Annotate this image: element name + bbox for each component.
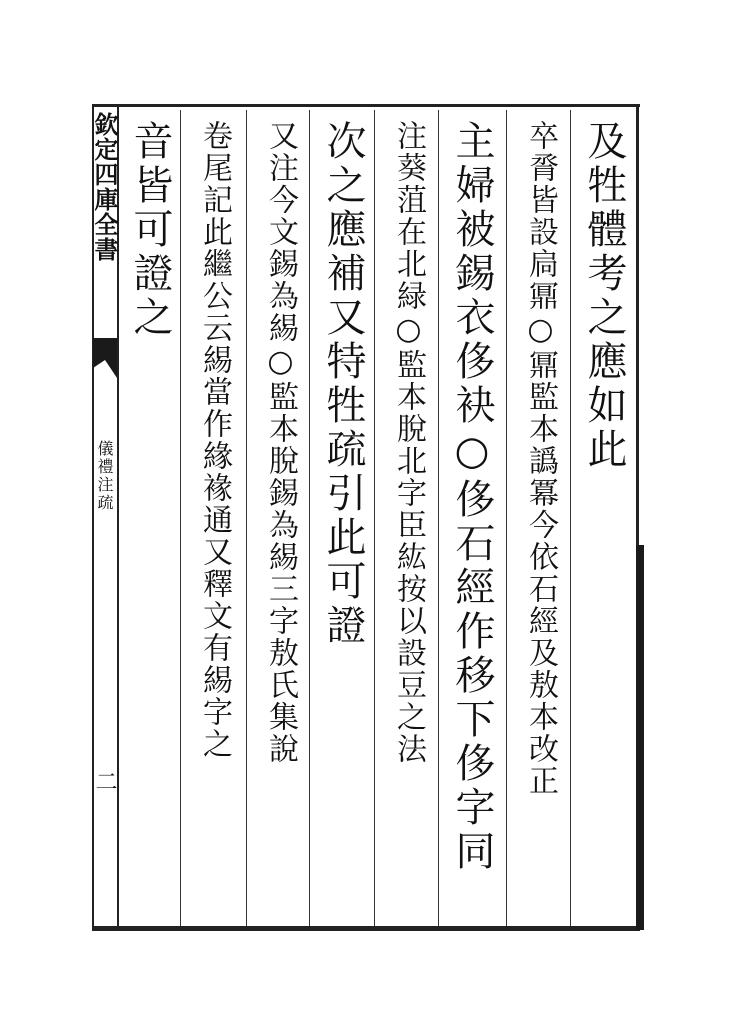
text-column-5: 次之應補又特牲疏引此可證 [320, 120, 366, 648]
fish-tail-mark [93, 338, 117, 378]
collection-title: 欽定四庫全書 [90, 112, 119, 262]
column-rule [438, 110, 439, 926]
column-rule [506, 110, 507, 926]
book-title: 儀禮注疏 [95, 440, 114, 512]
text-column-4: 注葵菹在北緑○監本脫北字臣紘按以設豆之法 [391, 120, 426, 765]
text-column-7: 卷尾記此繼公云緆當作緣褖通又釋文有緆字之 [197, 120, 232, 760]
frame-top-border [92, 104, 640, 107]
text-column-3: 主婦被錫衣侈袂○侈石經作移下侈字同 [449, 120, 495, 874]
column-rule [180, 110, 181, 926]
column-rule [374, 110, 375, 926]
column-rule [246, 110, 247, 926]
text-column-1: 及牲體考之應如此 [581, 120, 627, 472]
page-number: 二 [92, 770, 117, 792]
page-edge-shadow [636, 545, 644, 930]
frame-bottom-border [92, 926, 640, 931]
text-column-6: 又注今文錫為緆○監本脫錫為緆三字敖氏集說 [263, 120, 298, 765]
text-column-8: 音皆可證之 [127, 120, 173, 340]
text-column-2: 卒脀皆設扃鼏○鼏監本譌冪今依石經及敖本改正 [523, 120, 558, 797]
column-rule [570, 110, 571, 926]
